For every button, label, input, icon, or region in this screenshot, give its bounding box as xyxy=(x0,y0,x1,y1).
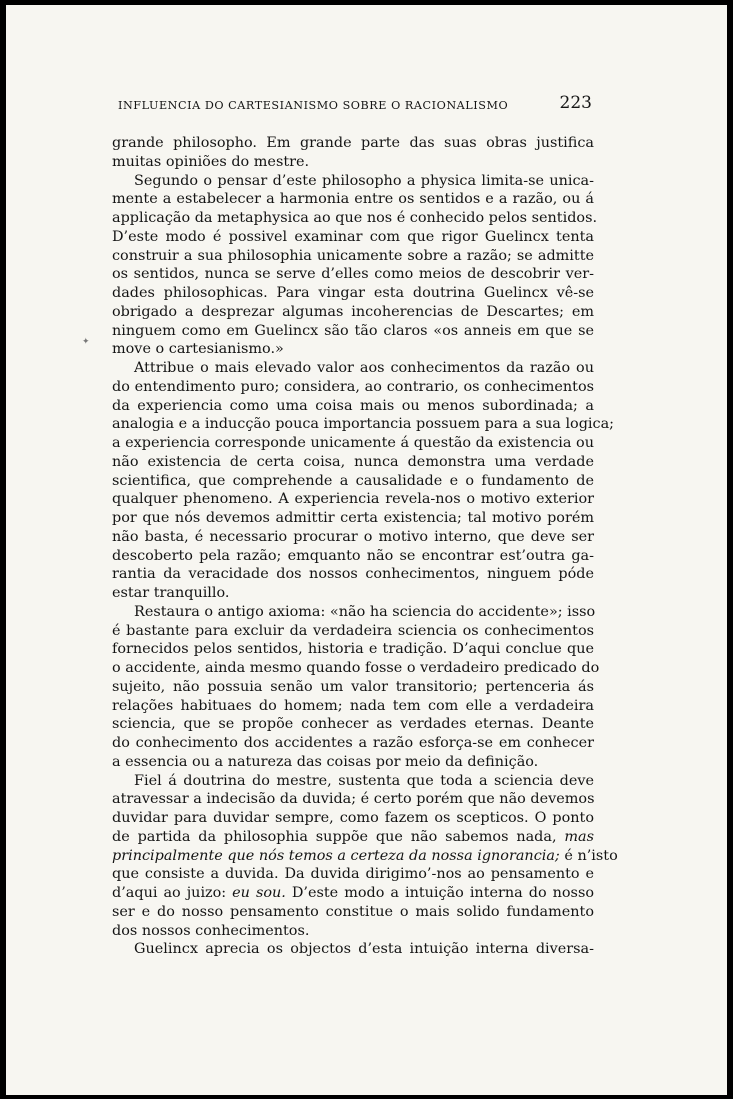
page-header xyxy=(118,93,592,115)
text-line: rantia da veracidade dos nossos conhecimentos, ninguem póde xyxy=(112,566,594,583)
text-line: é bastante para excluir da verdadeira sciencia os conhecimentos xyxy=(112,622,594,639)
text-line: muitas opiniões do mestre. xyxy=(112,153,310,170)
text-line: do entendimento puro; considera, ao contrario, os conhecimentos xyxy=(112,378,594,395)
text-line: Segundo o pensar d’este philosopho a physica limita-se unica- xyxy=(134,172,594,189)
text-line: d’aqui ao juizo: eu sou. D’este modo a intuição interna do nosso xyxy=(112,885,594,901)
text-line: por que nós devemos admittir certa existencia; tal motivo porém xyxy=(112,510,594,526)
text-line: fornecidos pelos sentidos, historia e tradição. D’aqui conclue que xyxy=(112,641,594,658)
text-line: a essencia ou a natureza das coisas por meio da definição. xyxy=(112,753,539,770)
text-line: sujeito, não possuia senão um valor transitorio; pertenceria ás xyxy=(112,678,594,695)
text-line: obrigado a desprezar algumas incoherencias de Descartes; em xyxy=(112,303,594,320)
text-line: sciencia, que se propõe conhecer as verdades eternas. Deante xyxy=(112,716,594,733)
text-line: move o cartesianismo.» xyxy=(112,341,284,358)
text-line: D’este modo é possivel examinar com que rigor Guelincx tenta xyxy=(112,228,594,245)
text-line: scientifica, que comprehende a causalidade e o fundamento de xyxy=(112,472,594,489)
body-text xyxy=(112,134,618,959)
book-page xyxy=(6,5,727,1095)
text-line: grande philosopho. Em grande parte das suas obras justifica xyxy=(112,135,594,151)
text-line: ser e do nosso pensamento constitue o mais solido fundamento xyxy=(112,903,594,920)
text-line: descoberto pela razão; emquanto não se encontrar est’outra ga- xyxy=(112,547,594,564)
text-line: que consiste a duvida. Da duvida dirigimo’-nos ao pensamento e xyxy=(112,866,594,883)
text-line: Restaura o antigo axioma: «não ha sciencia do accidente»; isso xyxy=(134,603,596,620)
text-line: dos nossos conhecimentos. xyxy=(112,922,310,939)
page-number: 223 xyxy=(559,93,592,113)
text-line: Guelincx aprecia os objectos d’esta intuição interna diversa- xyxy=(134,941,594,958)
text-line: mente a estabelecer a harmonia entre os sentidos e a razão, ou á xyxy=(112,191,594,208)
text-line: o accidente, ainda mesmo quando fosse o verdadeiro predicado do xyxy=(112,660,600,676)
text-line: não basta, é necessario procurar o motivo interno, que deve ser xyxy=(112,528,594,545)
text-line: applicação da metaphysica ao que nos é conhecido pelos sentidos. xyxy=(112,210,598,226)
text-line: principalmente que nós temos a certeza da nossa ignorancia; é n’isto xyxy=(112,847,618,864)
text-line: a experiencia corresponde unicamente á questão da existencia ou xyxy=(112,435,594,451)
text-line: construir a sua philosophia unicamente sobre a razão; se admitte xyxy=(112,247,594,264)
text-line: estar tranquillo. xyxy=(112,585,230,601)
text-line: não existencia de certa coisa, nunca demonstra uma verdade xyxy=(112,453,594,470)
text-line: dades philosophicas. Para vingar esta doutrina Guelincx vê-se xyxy=(112,285,594,301)
running-title: INFLUENCIA DO CARTESIANISMO SOBRE O RACIONALISMO xyxy=(118,99,509,112)
text-line: Attribue o mais elevado valor aos conhecimentos da razão ou xyxy=(134,360,594,376)
text-line: os sentidos, nunca se serve d’elles como meios de descobrir ver- xyxy=(112,266,594,283)
text-line: do conhecimento dos accidentes a razão esforça-se em conhecer xyxy=(112,735,594,751)
text-line: Fiel á doutrina do mestre, sustenta que toda a sciencia deve xyxy=(134,772,594,789)
text-line: ninguem como em Guelincx são tão claros «os anneis em que se xyxy=(112,322,594,339)
text-line: da experiencia como uma coisa mais ou menos subordinada; a xyxy=(112,397,594,414)
text-line: atravessar a indecisão da duvida; é certo porém que não devemos xyxy=(112,791,595,808)
text-line: de partida da philosophia suppõe que não sabemos nada, mas xyxy=(112,828,594,845)
text-line: analogia e a inducção pouca importancia possuem para a sua logica; xyxy=(112,416,615,433)
text-line: relações habituaes do homem; nada tem com elle a verdadeira xyxy=(112,697,594,714)
margin-mark-icon: ✦ xyxy=(82,337,90,347)
text-line: duvidar para duvidar sempre, como fazem os scepticos. O ponto xyxy=(112,810,594,826)
text-line: qualquer phenomeno. A experiencia revela-nos o motivo exterior xyxy=(112,491,594,508)
